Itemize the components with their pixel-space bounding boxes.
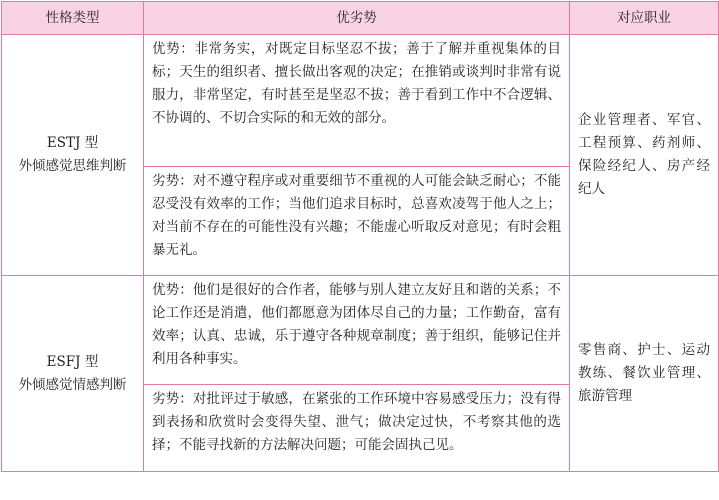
disadvantage-cell: 劣势：对不遵守程序或对重要细节不重视的人可能会缺乏耐心；不能忍受没有效率的工作；当他们追求目标时，总喜欢凌驾于他人之上；对当前不存在的可能性没有兴趣；不能虚心听取反对意见；有时会粗暴无礼。 — [144, 167, 570, 276]
header-row — [2, 2, 719, 35]
header-advantages: 优劣势 — [144, 2, 570, 35]
header-type: 性格类型 — [2, 2, 144, 35]
advantage-cell: 优势：他们是很好的合作者，能够与别人建立友好且和谐的关系；不论工作还是消遣，他们都愿意为团体尽自己的力量；工作勤奋，富有效率；认真、忠诚，乐于遵守各种规章制度；善于组织，能够记住并利用各种事实。 — [144, 276, 570, 385]
type-description: 外倾感觉思维判断 — [18, 158, 127, 174]
disadvantage-cell: 劣势：对批评过于敏感，在紧张的工作环境中容易感受压力；没有得到表扬和欣赏时会变得失望、泄气；做决定过快，不考察其他的选择；不能寻找新的方法解决问题；可能会固执己见。 — [144, 385, 570, 472]
type-cell-estj — [2, 35, 144, 276]
header-jobs: 对应职业 — [570, 2, 719, 35]
jobs-cell: 企业管理者、军官、工程预算、药剂师、保险经纪人、房产经纪人 — [570, 35, 719, 276]
type-cell-esfj — [2, 276, 144, 472]
personality-table — [1, 1, 719, 472]
advantage-cell: 优势：非常务实，对既定目标坚忍不拔；善于了解并重视集体的目标；天生的组织者、擅长做出客观的决定；在推销或谈判时非常有说服力，非常坚定，有时甚至是坚忍不拔；善于看到工作中不合逻辑、不协调的、不切合实际的和无效的部分。 — [144, 35, 570, 167]
table-row — [2, 276, 719, 385]
type-code: ESTJ 型 — [46, 135, 99, 151]
jobs-cell: 零售商、护士、运动教练、餐饮业管理、旅游管理 — [570, 276, 719, 472]
type-code: ESFJ 型 — [46, 353, 99, 370]
table-row — [2, 35, 719, 167]
type-description: 外倾感觉情感判断 — [18, 376, 127, 393]
